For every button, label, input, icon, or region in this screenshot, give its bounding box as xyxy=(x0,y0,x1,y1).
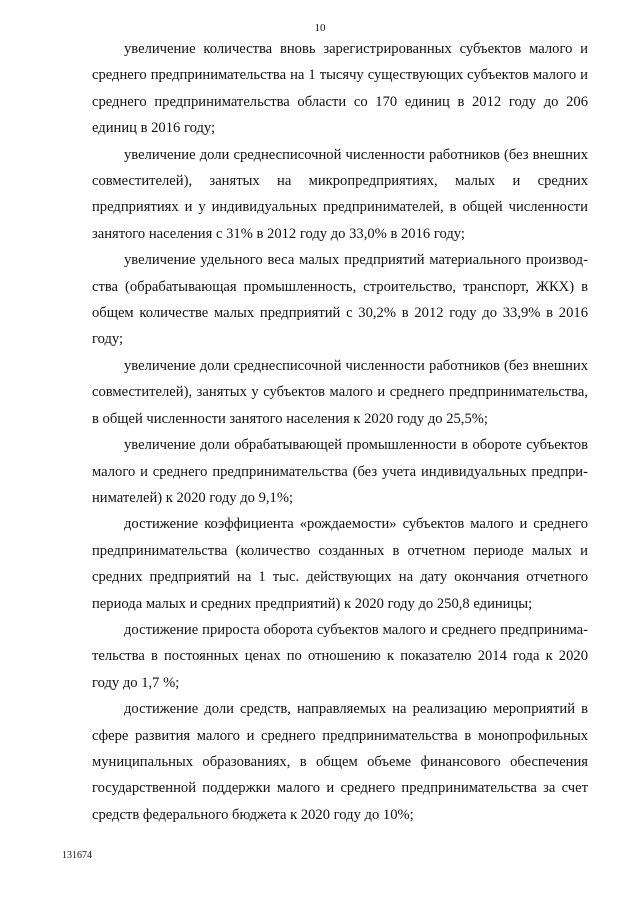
paragraph-4: увеличение доли среднесписочной численности работников (без внешних совместителей), занятых у субъектов малого и среднего предпринимательства, в общей численности занятого населения к 2020 году до 25,5%; xyxy=(92,357,588,427)
document-code: 131674 xyxy=(62,850,92,861)
paragraph-8: достижение доли средств, направляемых на реализацию мероприятий в сфере развития малого и среднего предпринимательства в монопрофильных муниципальных образованиях, в общем объеме финансового обеспечения государственной поддержки малого и среднего предпринимательства за счет средств федерального бюджета к 2020 году до 10%; xyxy=(92,701,588,823)
paragraph-1: увеличение количества вновь зарегистрированных субъектов малого и среднего предпринимательства на 1 тысячу существующих субъектов малого и среднего предпринимательства области со 170 единиц в 2012 году до 206 единиц в 2016 году; xyxy=(92,41,588,137)
paragraph-2: увеличение доли среднесписочной численности работников (без внешних совместителей), занятых на микропредприятиях, малых и средних предприятиях и у индивидуальных предпринимателей, в общей численности занятого населения с 31% в 2012 году до 33,0% в 2016 году; xyxy=(92,146,588,242)
paragraph-7: достижение прироста оборота субъектов малого и среднего предпринимательства в постоянных ценах по отношению к показателю 2014 года к 2020 году до 1,7 %; xyxy=(92,621,588,691)
paragraph-5: увеличение доли обрабатывающей промышленности в обороте субъектов малого и среднего предпринимательства (без учета индивидуальных предпринимателей) к 2020 году до 9,1%; xyxy=(92,437,588,506)
paragraph-6: достижение коэффициента «рождаемости» субъектов малого и среднего предпринимательства (количество созданных в отчетном периоде малых и средних предприятий на 1 тыс. действующих на дату окончания отчетного периода малых и средних предприятий) к 2020 году до 250,8 единицы; xyxy=(92,516,588,612)
document-body xyxy=(92,36,588,828)
paragraph-3: увеличение удельного веса малых предприятий материального производства (обрабатывающая промышленность, строительство, транспорт, ЖКХ) в общем количестве малых предприятий с 30,2% в 2012 году до 33,9% в 2016 году; xyxy=(92,252,588,348)
page-number: 10 xyxy=(314,22,326,34)
